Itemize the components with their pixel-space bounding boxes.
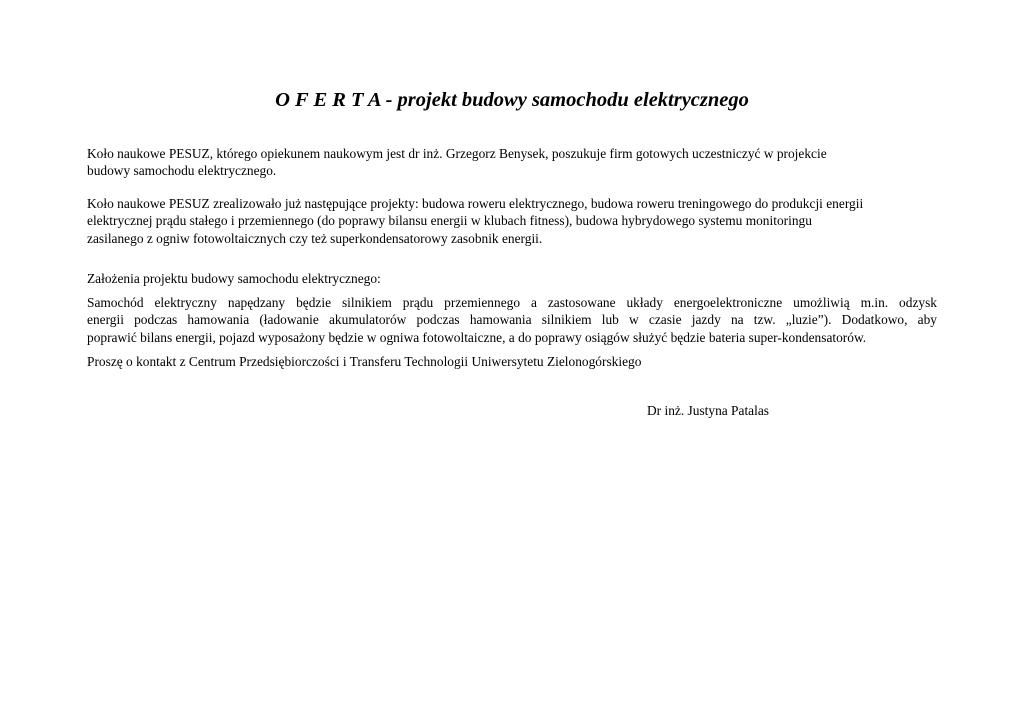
projects-paragraph-line: Koło naukowe PESUZ zrealizowało już następujące projekty: budowa roweru elektrycznego, budowa roweru treningowego do produkcji energii bbox=[87, 196, 864, 211]
contact-paragraph bbox=[87, 353, 937, 370]
signature: Dr inż. Justyna Patalas bbox=[647, 403, 769, 418]
contact-paragraph-text: Proszę o kontakt z Centrum Przedsiębiorczości i Transferu Technologii Uniwersytetu Zielonogórskiego bbox=[87, 354, 642, 369]
assumptions-paragraph-line: Samochód elektryczny napędzany będzie silnikiem prądu przemiennego a zastosowane układy energoelektroniczne umożliwią m.in. odzysk bbox=[87, 295, 937, 310]
assumptions-heading-text: Założenia projektu budowy samochodu elektrycznego: bbox=[87, 271, 381, 286]
assumptions-heading bbox=[87, 270, 937, 287]
projects-paragraph bbox=[87, 195, 937, 247]
intro-paragraph bbox=[87, 145, 937, 180]
assumptions-paragraph bbox=[87, 294, 937, 346]
intro-paragraph-line: budowy samochodu elektrycznego. bbox=[87, 163, 277, 179]
intro-paragraph-line: Koło naukowe PESUZ, którego opiekunem naukowym jest dr inż. Grzegorz Benysek, poszukuje firm gotowych uczestniczyć w projekcie bbox=[87, 146, 827, 161]
assumptions-paragraph-line: poprawić bilans energii, pojazd wyposażony będzie w ogniwa fotowoltaiczne, a do poprawy osiągów służyć będzie bateria super-kondensatorów. bbox=[87, 329, 867, 345]
document-title: O F E R T A - projekt budowy samochodu elektrycznego bbox=[275, 89, 749, 111]
projects-paragraph-line: zasilanego z ogniw fotowoltaicznych czy też superkondensatorowy zasobnik energii. bbox=[87, 230, 543, 246]
assumptions-paragraph-line: energii podczas hamowania (ładowanie akumulatorów podczas hamowania silnikiem lub w czasie jazdy na tzw. „luzie”). Dodatkowo, aby bbox=[87, 312, 937, 328]
projects-paragraph-line: elektrycznej prądu stałego i przemiennego (do poprawy bilansu energii w klubach fitness), budowa hybrydowego systemu monitoringu bbox=[87, 213, 812, 229]
